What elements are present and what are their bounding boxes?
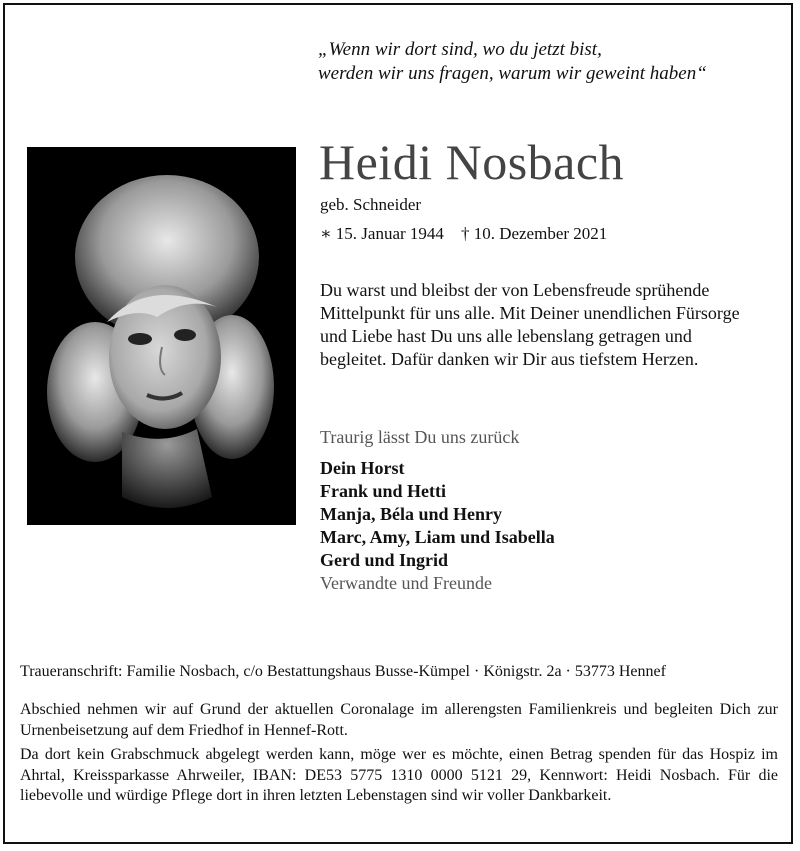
tribute-text	[320, 279, 790, 371]
mourners-list	[320, 457, 555, 595]
portrait-photo	[27, 147, 296, 525]
mourner: Dein Horst	[320, 458, 405, 478]
mourner: Marc, Amy, Liam und Isabella	[320, 527, 555, 547]
mourner: Manja, Béla und Henry	[320, 504, 503, 524]
mourner: Gerd und Ingrid	[320, 550, 449, 570]
deceased-name: Heidi Nosbach	[319, 134, 625, 190]
life-dates	[320, 224, 607, 244]
tribute-line: Du warst und bleibst der von Lebensfreude sprühende	[320, 280, 710, 300]
epigraph-quote	[318, 38, 707, 86]
quote-line-1: „Wenn wir dort sind, wo du jetzt bist,	[318, 39, 602, 60]
birth-date: ∗ 15. Januar 1944	[320, 224, 444, 243]
tribute-line: Mittelpunkt für uns alle. Mit Deiner unendlichen Fürsorge	[320, 303, 740, 323]
maiden-name: geb. Schneider	[320, 195, 422, 214]
tribute-line: begleitet. Dafür danken wir Dir aus tiefstem Herzen.	[320, 349, 699, 369]
mourning-intro: Traurig lässt Du uns zurück	[320, 427, 520, 447]
mourning-address: Traueranschrift: Familie Nosbach, c/o Bestattungshaus Busse-Kümpel · Königstr. 2a · 53773 Hennef	[20, 663, 666, 680]
relatives-friends: Verwandte und Freunde	[320, 573, 492, 593]
mourner: Frank und Hetti	[320, 481, 447, 501]
tribute-line: und Liebe hast Du uns alle lebenslang getragen und	[320, 326, 692, 346]
quote-line-2: werden wir uns fragen, warum wir geweint haben“	[318, 63, 707, 84]
portrait-illustration	[27, 147, 296, 525]
farewell-paragraph: Abschied nehmen wir auf Grund der aktuellen Coronalage im allerengsten Familienkreis und begleiten Dich zur Urnenbeisetzung auf dem Friedhof in Hennef-Rott.	[20, 701, 778, 739]
death-date: † 10. Dezember 2021	[460, 224, 608, 243]
donation-paragraph: Da dort kein Grabschmuck abgelegt werden kann, möge wer es möchte, einen Betrag spenden für das Hospiz im Ahrtal, Kreissparkasse Ahrweiler, IBAN: DE53 5775 1310 0000 5121 29, Kennwort: Heidi Nosbach. Für die liebevolle und würdige Pflege dort in ihren letzten Lebenstagen sind wir voller Dankbarkeit.	[20, 746, 778, 804]
